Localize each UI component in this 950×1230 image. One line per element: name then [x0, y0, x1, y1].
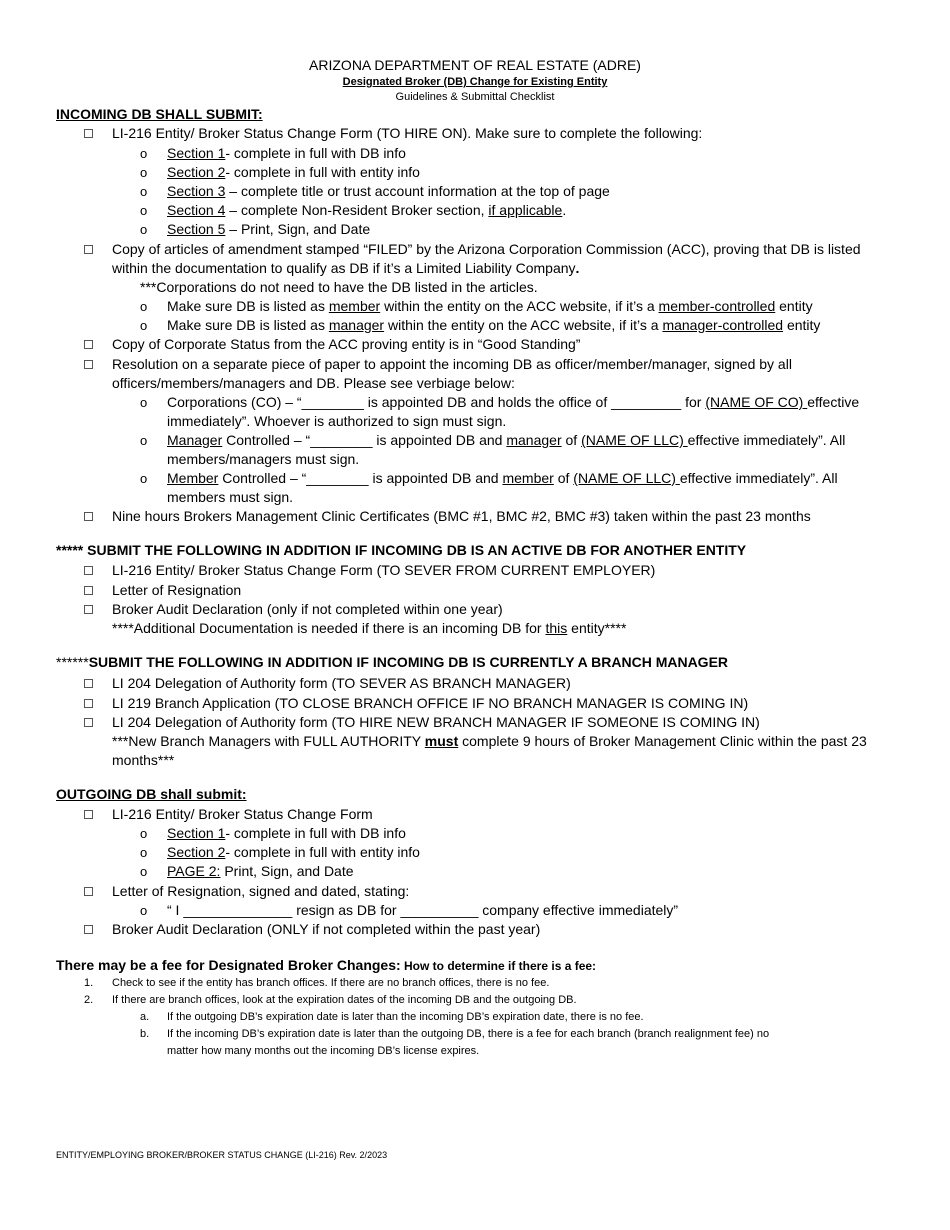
- branch-note-cont: months***: [112, 752, 175, 768]
- incoming-heading: INCOMING DB SHALL SUBMIT:: [56, 106, 263, 122]
- list-item-cont: within the documentation to qualify as DB if it’s a Limited Liability Company.: [112, 260, 580, 276]
- list-item-cont: members/managers must sign.: [167, 451, 360, 467]
- bullet: o: [140, 203, 148, 218]
- list-item-cont: matter how many months out the incoming DB’s license expires.: [167, 1045, 480, 1057]
- list-item: Letter of Resignation, signed and dated, stating:: [112, 883, 410, 899]
- branch-note: ***New Branch Managers with FULL AUTHORITY must complete 9 hours of Broker Management Clinic within the past 23: [112, 733, 867, 749]
- list-item: If there are branch offices, look at the expiration dates of the incoming DB and the outgoing DB.: [112, 994, 577, 1006]
- list-item: LI 219 Branch Application (TO CLOSE BRANCH OFFICE IF NO BRANCH MANAGER IS COMING IN): [112, 695, 749, 711]
- active-heading: ***** SUBMIT THE FOLLOWING IN ADDITION IF INCOMING DB IS AN ACTIVE DB FOR ANOTHER ENTITY: [56, 542, 747, 558]
- list-letter: b.: [140, 1028, 150, 1040]
- active-note: ****Additional Documentation is needed if there is an incoming DB for this entity****: [112, 620, 627, 636]
- list-item: Section 2- complete in full with entity info: [167, 844, 420, 860]
- corp-note: ***Corporations do not need to have the DB listed in the articles.: [140, 279, 538, 295]
- list-item: If the incoming DB’s expiration date is later than the outgoing DB, there is a fee for each branch (branch realignment fee) no: [167, 1028, 770, 1040]
- resignation-quote: “ I ______________ resign as DB for __________ company effective immediately”: [167, 902, 679, 918]
- list-number: 2.: [84, 994, 94, 1006]
- bullet: o: [140, 318, 148, 333]
- checkbox[interactable]: [84, 125, 93, 142]
- bullet: o: [140, 299, 148, 314]
- list-item: Check to see if the entity has branch offices. If there are no branch offices, there is no fee.: [112, 977, 550, 989]
- page-subtitle: Designated Broker (DB) Change for Existing Entity: [342, 76, 608, 88]
- list-item: Make sure DB is listed as member within the entity on the ACC website, if it’s a member-controlled entity: [167, 298, 813, 314]
- list-letter: a.: [140, 1011, 150, 1023]
- list-item-cont: members must sign.: [167, 489, 294, 505]
- list-item: PAGE 2: Print, Sign, and Date: [167, 863, 354, 879]
- list-item-cont: immediately”. Whoever is authorized to sign must sign.: [167, 413, 507, 429]
- bullet: o: [140, 826, 148, 841]
- bullet: o: [140, 864, 148, 879]
- checkbox[interactable]: [84, 675, 93, 692]
- list-item: Broker Audit Declaration (ONLY if not completed within the past year): [112, 921, 541, 937]
- bullet: o: [140, 433, 148, 448]
- list-item: Section 3 – complete title or trust account information at the top of page: [167, 183, 610, 199]
- list-item: LI-216 Entity/ Broker Status Change Form (TO HIRE ON). Make sure to complete the following:: [112, 125, 703, 141]
- list-item: If the outgoing DB’s expiration date is later than the incoming DB’s expiration date, there is no fee.: [167, 1011, 644, 1023]
- checkbox[interactable]: [84, 508, 93, 525]
- list-item: Broker Audit Declaration (only if not completed within one year): [112, 601, 503, 617]
- checkbox[interactable]: [84, 695, 93, 712]
- checkbox[interactable]: [84, 714, 93, 731]
- bullet: o: [140, 146, 148, 161]
- checkbox[interactable]: [84, 806, 93, 823]
- list-item: Section 5 – Print, Sign, and Date: [167, 221, 371, 237]
- checkbox[interactable]: [84, 336, 93, 353]
- list-number: 1.: [84, 977, 94, 989]
- list-item: Section 2- complete in full with entity info: [167, 164, 420, 180]
- list-item: Section 1- complete in full with DB info: [167, 145, 406, 161]
- list-item: Manager Controlled – “________ is appointed DB and manager of (NAME OF LLC) effective immediately”. All: [167, 432, 846, 448]
- bullet: o: [140, 903, 148, 918]
- list-item: Letter of Resignation: [112, 582, 242, 598]
- list-item: LI-216 Entity/ Broker Status Change Form: [112, 806, 373, 822]
- list-item: Member Controlled – “________ is appointed DB and member of (NAME OF LLC) effective immediately”. All: [167, 470, 838, 486]
- list-item: Corporations (CO) – “________ is appointed DB and holds the office of _________ for (NAME OF CO) effective: [167, 394, 860, 410]
- list-item: Copy of Corporate Status from the ACC proving entity is in “Good Standing”: [112, 336, 581, 352]
- list-item: Section 4 – complete Non-Resident Broker section, if applicable.: [167, 202, 567, 218]
- checkbox[interactable]: [84, 883, 93, 900]
- list-item: Nine hours Brokers Management Clinic Certificates (BMC #1, BMC #2, BMC #3) taken within the past 23 months: [112, 508, 811, 524]
- checkbox[interactable]: [84, 562, 93, 579]
- page-footer: ENTITY/EMPLOYING BROKER/BROKER STATUS CHANGE (LI-216) Rev. 2/2023: [56, 1150, 388, 1160]
- bullet: o: [140, 395, 148, 410]
- bullet: o: [140, 845, 148, 860]
- list-item-cont: officers/members/managers and DB. Please see verbiage below:: [112, 375, 515, 391]
- list-item: Resolution on a separate piece of paper to appoint the incoming DB as officer/member/manager, signed by all: [112, 356, 792, 372]
- checkbox[interactable]: [84, 921, 93, 938]
- fee-heading: There may be a fee for Designated Broker Changes: How to determine if there is a fee:: [56, 957, 597, 973]
- checkbox[interactable]: [84, 241, 93, 258]
- page-subtitle-2: Guidelines & Submittal Checklist: [395, 91, 555, 103]
- list-item: LI-216 Entity/ Broker Status Change Form (TO SEVER FROM CURRENT EMPLOYER): [112, 562, 656, 578]
- bullet: o: [140, 471, 148, 486]
- outgoing-heading: OUTGOING DB shall submit:: [56, 786, 247, 802]
- list-item: Section 1- complete in full with DB info: [167, 825, 406, 841]
- bullet: o: [140, 165, 148, 180]
- bullet: o: [140, 222, 148, 237]
- list-item: LI 204 Delegation of Authority form (TO SEVER AS BRANCH MANAGER): [112, 675, 571, 691]
- page-title: ARIZONA DEPARTMENT OF REAL ESTATE (ADRE): [309, 57, 641, 73]
- bullet: o: [140, 184, 148, 199]
- list-item: Make sure DB is listed as manager within the entity on the ACC website, if it’s a manager-controlled entity: [167, 317, 821, 333]
- list-item: LI 204 Delegation of Authority form (TO HIRE NEW BRANCH MANAGER IF SOMEONE IS COMING IN): [112, 714, 760, 730]
- checkbox[interactable]: [84, 356, 93, 373]
- list-item: Copy of articles of amendment stamped “FILED” by the Arizona Corporation Commission (ACC), proving that DB is listed: [112, 241, 861, 257]
- checkbox[interactable]: [84, 601, 93, 618]
- checkbox[interactable]: [84, 582, 93, 599]
- branch-heading: ******SUBMIT THE FOLLOWING IN ADDITION IF INCOMING DB IS CURRENTLY A BRANCH MANAGER: [56, 654, 729, 670]
